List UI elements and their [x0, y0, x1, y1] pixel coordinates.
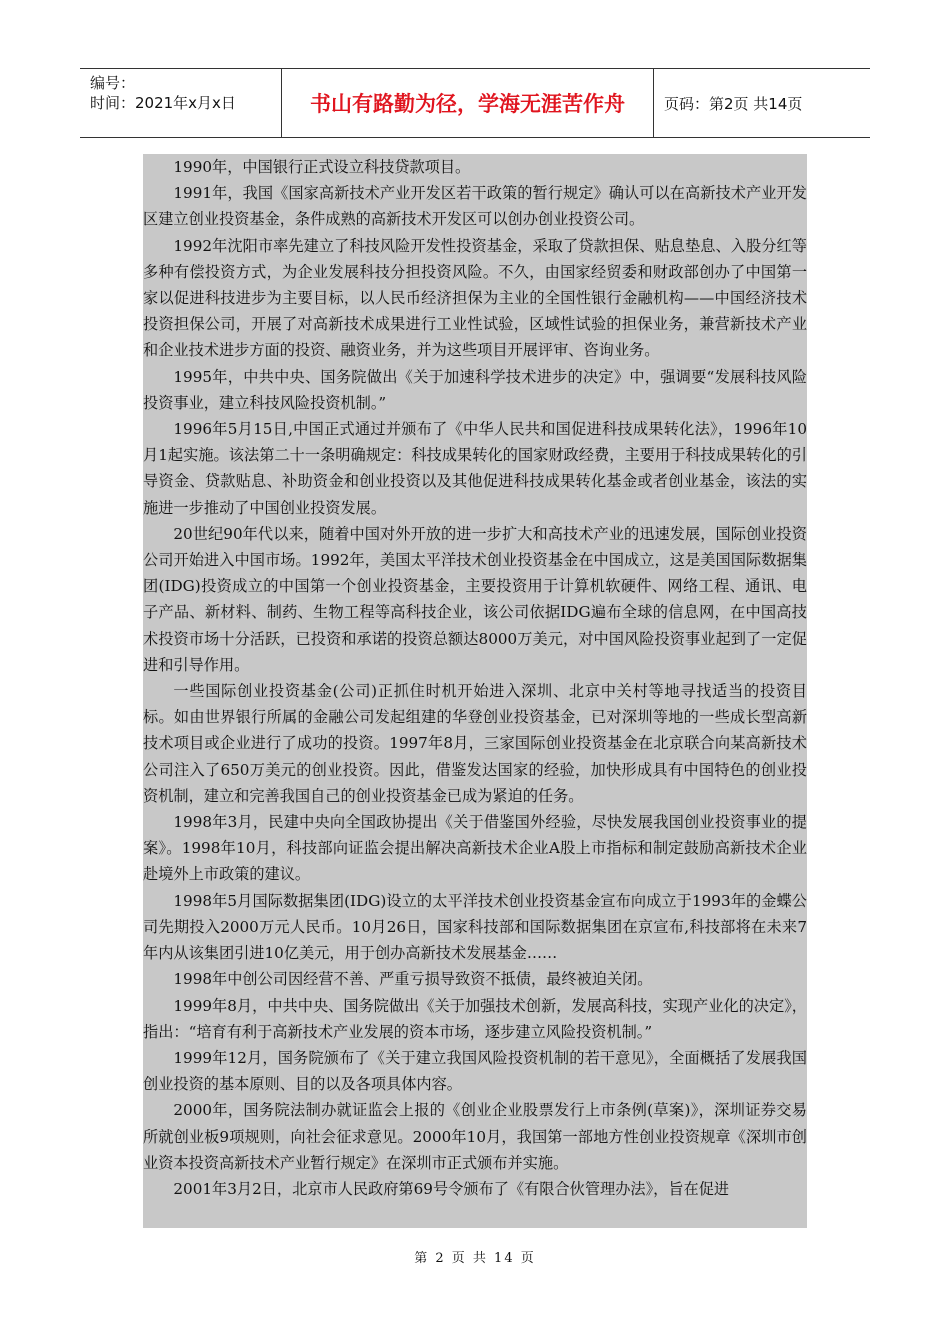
- header-meta: [80, 69, 282, 137]
- paragraph: 1999年12月，国务院颁布了《关于建立我国风险投资机制的若干意见》，全面概括了发展我国创业投资的基本原则、目的以及各项具体内容。: [143, 1048, 807, 1094]
- document-number-label: 编号：: [90, 74, 136, 92]
- paragraph: 1999年8月，中共中央、国务院做出《关于加强技术创新，发展高科技，实现产业化的决定》，指出：“培育有利于高新技术产业发展的资本市场，逐步建立风险投资机制。”: [143, 996, 807, 1041]
- paragraph: 1992年沈阳市率先建立了科技风险开发性投资基金，采取了贷款担保、贴息垫息、入股分红等多种有偿投资方式，为企业发展科技分担投资风险。不久，由国家经贸委和财政部创办了中国第一家以促进科技进步为主要目标，以人民币经济担保为主业的全国性银行金融机构——中国经济技术投资担保公司，开展了对高新技术成果进行工业性试验，区域性试验的担保业务，兼营新技术产业和企业技术进步方面的投资、融资业务，并为这些项目开展评审、咨询业务。: [143, 236, 807, 360]
- page-footer: 第 2 页 共 14 页: [414, 1251, 536, 1266]
- paragraph: 1991年，我国《国家高新技术产业开发区若干政策的暂行规定》确认可以在高新技术产业开发区建立创业投资基金，条件成熟的高新技术开发区可以创办创业投资公司。: [143, 184, 807, 229]
- header-motto: 书山有路勤为径，学海无涯苦作舟: [282, 69, 654, 137]
- paragraph: 2001年3月2日，北京市人民政府第69号令颁布了《有限合伙管理办法》，旨在促进: [173, 1179, 730, 1198]
- paragraph: 1996年5月15日,中国正式通过并颁布了《中华人民共和国促进科技成果转化法》，1996年10月1起实施。该法第二十一条明确规定：科技成果转化的国家财政经费，主要用于科技成果转化的引导资金、贷款贴息、补助资金和创业投资以及其他促进科技成果转化基金或者创业基金，该法的实施进一步推动了中国创业投资发展。: [143, 420, 807, 517]
- document-body: [143, 154, 807, 1228]
- document-date-label: 时间：2021年x月x日: [90, 94, 236, 112]
- paragraph: 1998年5月国际数据集团(IDG)设立的太平洋技术创业投资基金宣布向成立于1993年的金蝶公司先期投入2000万元人民币。10月26日，国家科技部和国际数据集团在京宣布,科技部将在未来7年内从该集团引进10亿美元，用于创办高新技术发展基金……: [143, 891, 807, 963]
- paragraph: 1995年，中共中央、国务院做出《关于加速科学技术进步的决定》中，强调要“发展科技风险投资事业，建立科技风险投资机制。”: [143, 367, 807, 412]
- paragraph: 一些国际创业投资基金(公司)正抓住时机开始进入深圳、北京中关村等地寻找适当的投资目标。如由世界银行所属的金融公司发起组建的华登创业投资基金，已对深圳等地的一些成长型高新技术项目或企业进行了成功的投资。1997年8月，三家国际创业投资基金在北京联合向某高新技术公司注入了650万美元的创业投资。因此，借鉴发达国家的经验，加快形成具有中国特色的创业投资机制，建立和完善我国自己的创业投资基金已成为紧迫的任务。: [143, 682, 807, 805]
- page-header: [80, 68, 870, 138]
- paragraph: 1990年，中国银行正式设立科技贷款项目。: [173, 158, 471, 176]
- header-page-info: 页码：第2页 共14页: [664, 94, 803, 113]
- paragraph: 20世纪90年代以来，随着中国对外开放的进一步扩大和高技术产业的迅速发展，国际创业投资公司开始进入中国市场。1992年，美国太平洋技术创业投资基金在中国成立，这是美国国际数据集团(IDG)投资成立的中国第一个创业投资基金，主要投资用于计算机软硬件、网络工程、通讯、电子产品、新材料、制药、生物工程等高科技企业，该公司依据IDG遍布全球的信息网，在中国高技术投资市场十分活跃，已投资和承诺的投资总额达8000万美元，对中国风险投资事业起到了一定促进和引导作用。: [143, 524, 807, 674]
- paragraph: 1998年中创公司因经营不善、严重亏损导致资不抵债，最终被迫关闭。: [173, 970, 653, 989]
- paragraph: 1998年3月，民建中央向全国政协提出《关于借鉴国外经验，尽快发展我国创业投资事业的提案》。1998年10月，科技部向证监会提出解决高新技术企业A股上市指标和制定鼓励高新技术企业赴境外上市政策的建议。: [143, 813, 807, 884]
- paragraph: 2000年，国务院法制办就证监会上报的《创业企业股票发行上市条例(草案)》，深圳证券交易所就创业板9项规则，向社会征求意见。2000年10月，我国第一部地方性创业投资规章《深圳市创业资本投资高新技术产业暂行规定》在深圳市正式颁布并实施。: [143, 1101, 807, 1172]
